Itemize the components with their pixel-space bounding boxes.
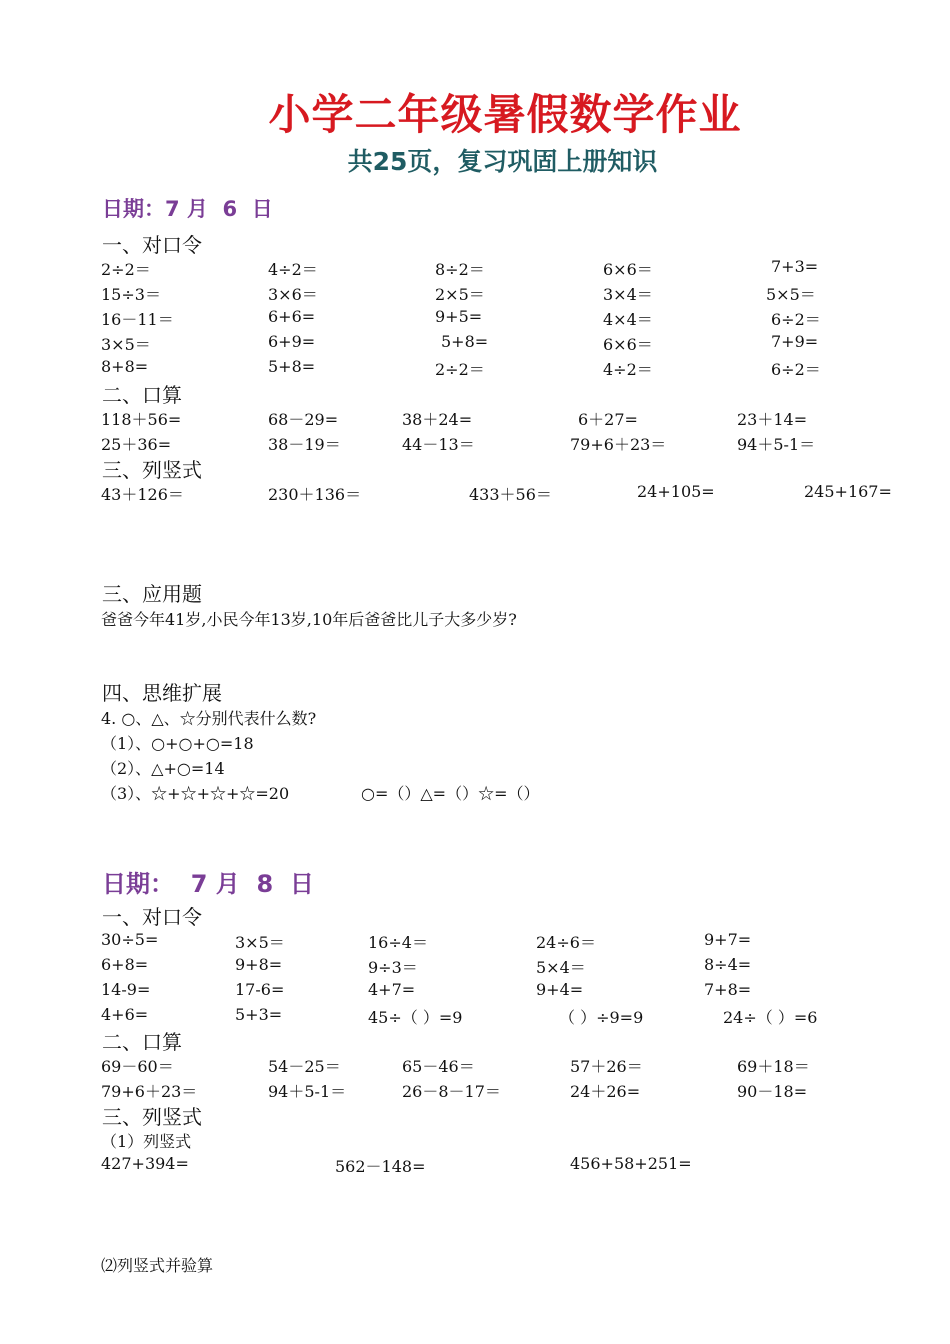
section-title-word-problem: 三、应用题 xyxy=(102,582,202,606)
problem: 43＋126＝ xyxy=(101,485,184,504)
section-title-vertical-calc: 三、列竖式 xyxy=(102,458,202,482)
problem: 8÷4= xyxy=(704,955,752,974)
page-subtitle: 共25页，复习巩固上册知识 xyxy=(347,147,658,176)
thinking-item-3: （3）、☆+☆+☆+☆=20 xyxy=(101,784,290,803)
problem: 94＋5-1＝ xyxy=(268,1082,347,1101)
problem: 245+167= xyxy=(804,482,892,501)
problem: 68－29= xyxy=(268,410,339,429)
problem: 90－18= xyxy=(737,1082,808,1101)
vertical-calc-subheading-1: （1）列竖式 xyxy=(101,1132,192,1151)
problem: 65－46＝ xyxy=(402,1057,475,1076)
problem: 8+8= xyxy=(101,357,149,376)
problem: 427+394= xyxy=(101,1154,189,1173)
problem: 3×5＝ xyxy=(101,335,151,354)
word-problem-text: 爸爸今年41岁,小民今年13岁,10年后爸爸比儿子大多少岁? xyxy=(101,610,517,629)
problem: 4+6= xyxy=(101,1005,149,1024)
section-title-mental-math: 二、口算 xyxy=(102,1030,182,1054)
problem: 9+4= xyxy=(536,980,584,999)
section-title-mental-math: 二、口算 xyxy=(102,383,182,407)
problem: 6×6＝ xyxy=(603,335,653,354)
problem: 6÷2＝ xyxy=(771,360,821,379)
problem: 7+8= xyxy=(704,980,752,999)
problem: 24÷（ ）=6 xyxy=(723,1008,818,1027)
problem: 3×5＝ xyxy=(235,933,285,952)
section-title-vertical-calc: 三、列竖式 xyxy=(102,1105,202,1129)
problem: 6×6＝ xyxy=(603,260,653,279)
problem: 4÷2＝ xyxy=(268,260,318,279)
problem: 54－25＝ xyxy=(268,1057,341,1076)
problem: 456+58+251= xyxy=(570,1154,692,1173)
problem: 26－8－17＝ xyxy=(402,1082,501,1101)
problem: 57＋26＝ xyxy=(570,1057,643,1076)
problem: 5×5＝ xyxy=(766,285,816,304)
thinking-item-1: （1）、○+○+○=18 xyxy=(101,734,254,753)
date-heading-day2: 日期： 7 月 8 日 xyxy=(102,870,314,898)
problem: 38＋24= xyxy=(402,410,473,429)
problem: 79+6＋23＝ xyxy=(101,1082,198,1101)
problem: 7+9= xyxy=(771,332,819,351)
problem: 3×4＝ xyxy=(603,285,653,304)
problem: 24＋26= xyxy=(570,1082,641,1101)
problem: 9+8= xyxy=(235,955,283,974)
page-title: 小学二年级暑假数学作业 xyxy=(268,90,742,139)
problem: 24+105= xyxy=(637,482,715,501)
problem: 5×4＝ xyxy=(536,958,586,977)
problem: 433＋56＝ xyxy=(469,485,552,504)
problem: 9÷3＝ xyxy=(368,958,418,977)
problem: 45÷（ ）=9 xyxy=(368,1008,463,1027)
problem: 44－13＝ xyxy=(402,435,475,454)
problem: 17-6= xyxy=(235,980,285,999)
problem: 6+6= xyxy=(268,307,316,326)
problem: 9+5= xyxy=(435,307,483,326)
problem: 230＋136＝ xyxy=(268,485,362,504)
problem: 4+7= xyxy=(368,980,416,999)
problem: 16÷4＝ xyxy=(368,933,428,952)
problem: 6÷2＝ xyxy=(771,310,821,329)
problem: （ ）÷9=9 xyxy=(559,1008,644,1027)
vertical-calc-subheading-2: ⑵列竖式并验算 xyxy=(101,1256,214,1275)
problem: 14-9= xyxy=(101,980,151,999)
problem: 118＋56= xyxy=(101,410,182,429)
problem: 7+3= xyxy=(771,257,819,276)
problem: 2÷2＝ xyxy=(101,260,151,279)
problem: 562－148= xyxy=(335,1157,426,1176)
thinking-answer-blanks: ○=（）△=（）☆=（） xyxy=(361,784,540,803)
problem: 94＋5-1＝ xyxy=(737,435,816,454)
problem: 6＋27= xyxy=(578,410,638,429)
problem: 5+8= xyxy=(441,332,489,351)
section-title-oral-drill: 一、对口令 xyxy=(102,233,202,257)
problem: 15÷3＝ xyxy=(101,285,161,304)
problem: 23＋14= xyxy=(737,410,808,429)
problem: 4÷2＝ xyxy=(603,360,653,379)
problem: 2×5＝ xyxy=(435,285,485,304)
problem: 79+6＋23＝ xyxy=(570,435,667,454)
date-heading-day1: 日期：7 月 6 日 xyxy=(102,197,273,221)
problem: 38－19＝ xyxy=(268,435,341,454)
problem: 24÷6＝ xyxy=(536,933,596,952)
problem: 9+7= xyxy=(704,930,752,949)
problem: 6+8= xyxy=(101,955,149,974)
problem: 8÷2＝ xyxy=(435,260,485,279)
section-title-thinking: 四、思维扩展 xyxy=(102,681,222,705)
problem: 69－60＝ xyxy=(101,1057,174,1076)
thinking-question: 4. ○、△、☆分别代表什么数? xyxy=(101,709,317,728)
problem: 69＋18＝ xyxy=(737,1057,810,1076)
problem: 6+9= xyxy=(268,332,316,351)
problem: 5+3= xyxy=(235,1005,283,1024)
thinking-item-2: （2）、△+○=14 xyxy=(101,759,225,778)
problem: 16－11＝ xyxy=(101,310,174,329)
problem: 4×4＝ xyxy=(603,310,653,329)
problem: 2÷2＝ xyxy=(435,360,485,379)
problem: 30÷5= xyxy=(101,930,159,949)
problem: 5+8= xyxy=(268,357,316,376)
problem: 3×6＝ xyxy=(268,285,318,304)
section-title-oral-drill: 一、对口令 xyxy=(102,905,202,929)
problem: 25＋36= xyxy=(101,435,172,454)
